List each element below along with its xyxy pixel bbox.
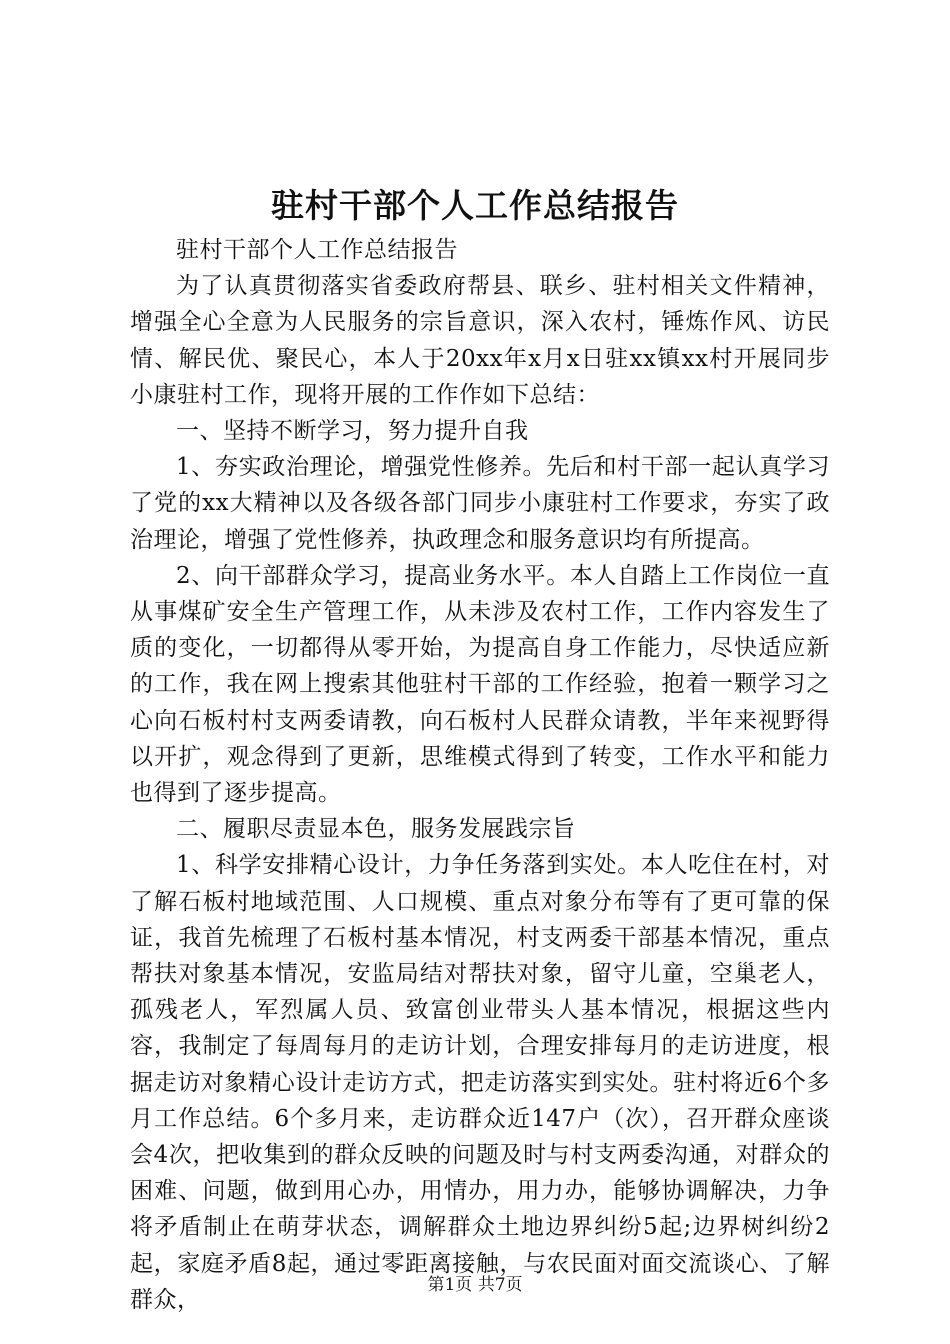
paragraph-1-1: 1、夯实政治理论，增强党性修养。先后和村干部一起认真学习了党的xx大精神以及各级各部门同步小康驻村工作要求，夯实了政治理论，增强了党性修养，执政理念和服务意识均有所提高。 <box>130 454 830 553</box>
section-heading-2: 二、履职尽责显本色，服务发展践宗旨 <box>176 816 576 843</box>
page-number: 第1页 共7页 <box>427 1275 523 1295</box>
paragraph-heading-repeat: 驻村干部个人工作总结报告 <box>176 237 458 263</box>
document-title: 驻村干部个人工作总结报告 <box>271 186 679 225</box>
section-heading-1: 一、坚持不断学习，努力提升自我 <box>176 418 529 445</box>
paragraph-intro: 为了认真贯彻落实省委政府帮县、联乡、驻村相关文件精神，增强全心全意为人民服务的宗旨意识，深入农村，锤炼作风、访民情、解民优、聚民心，本人于20xx年x月x日驻xx镇xx村开展同步小康驻村工作，现将开展的工作作如下总结： <box>130 273 830 408</box>
paragraph-2-1: 1、科学安排精心设计，力争任务落到实处。本人吃住在村，对了解石板村地域范围、人口规模、重点对象分布等有了更可靠的保证，我首先梳理了石板村基本情况，村支两委干部基本情况，重点帮扶对象基本情况，安监局结对帮扶对象，留守儿童，空巢老人，孤残老人，军烈属人员、致富创业带头人基本情况，根据这些内容，我制定了每周每月的走访计划，合理安排每月的走访进度，根据走访对象精心设计走访方式，把走访落实到实处。驻村将近6个多月工作总结。6个多月来，走访群众近147户（次），召开群众座谈会4次，把收集到的群众反映的问题及时与村支两委沟通，对群众的困难、问题，做到用心办，用情办，用力办，能够协调解决，力争将矛盾制止在萌芽状态，调解群众土地边界纠纷5起;边界树纠纷2起，家庭矛盾8起，通过零距离接触，与农民面对面交流谈心、了解群众， <box>130 852 830 1313</box>
paragraph-1-2: 2、向干部群众学习，提高业务水平。本人自踏上工作岗位一直从事煤矿安全生产管理工作，从未涉及农村工作，工作内容发生了质的变化，一切都得从零开始，为提高自身工作能力，尽快适应新的工作，我在网上搜索其他驻村干部的工作经验，抱着一颗学习之心向石板村村支两委请教，向石板村人民群众请教，半年来视野得以开扩，观念得到了更新，思维模式得到了转变，工作水平和能力也得到了逐步提高。 <box>130 562 830 807</box>
document-body <box>130 232 830 1318</box>
